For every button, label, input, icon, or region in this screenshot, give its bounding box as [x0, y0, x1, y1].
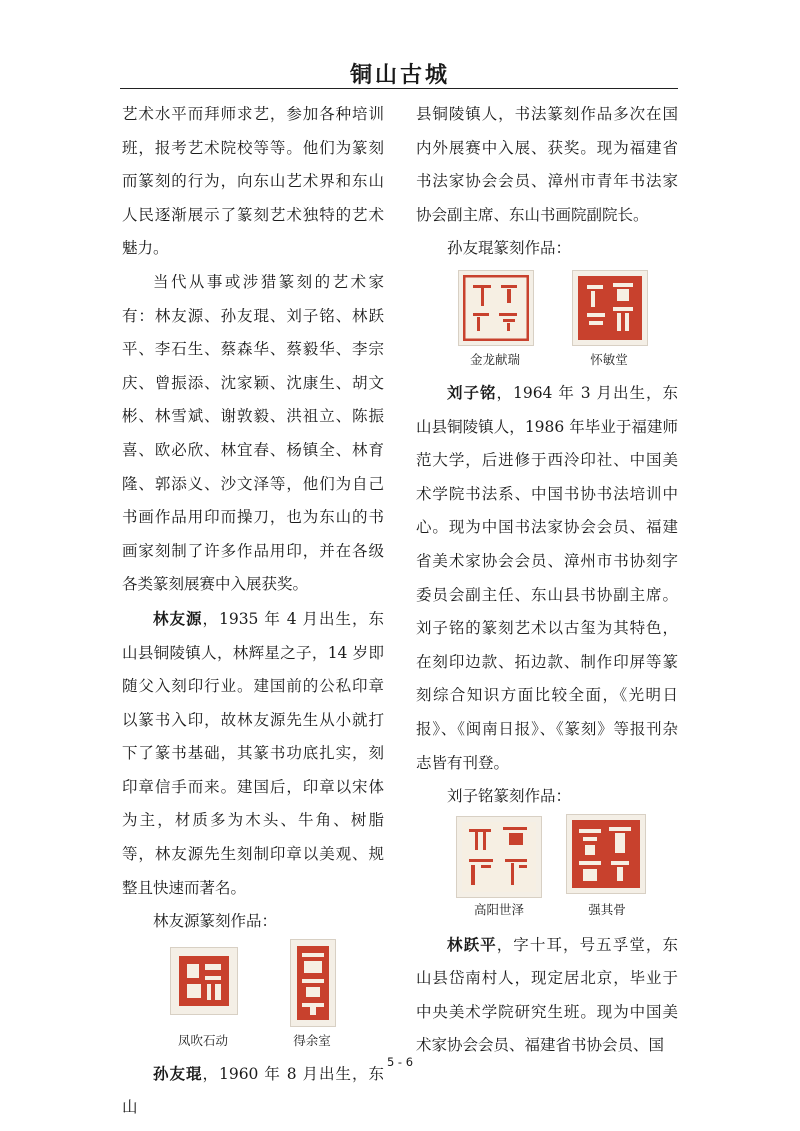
seal-label-5: 高阳世泽 [473, 901, 524, 917]
right-seal-caption-1: 孙友琨篆刻作品： [447, 239, 572, 258]
seal-image-1 [170, 947, 238, 1015]
page-header-title: 铜山古城 [349, 62, 450, 88]
left-seal-images [122, 939, 384, 1057]
artist-name-lin-yueping: 林跃平 [447, 934, 497, 954]
right-column [416, 98, 678, 1063]
page-number: 5 - 6 [386, 1055, 414, 1069]
right-paragraph-3 [416, 928, 678, 1063]
right-seal-images-2 [416, 814, 678, 928]
left-paragraph-3-text: ，1935 年 4 月出生，东山县铜陵镇人，林辉星之子，14 岁即随父入刻印行业。建国前的公私印章以篆书入印，故林友源先生从小就打下了篆书基础，其篆书功底扎实，刻印章信手而来。建国后，印章以宋体为主，材质多为木头、牛角、树脂等，林友源先生刻制印章以美观、规整且快速而著名。 [122, 609, 384, 897]
right-paragraph-2-text: ，1964 年 3 月出生，东山县铜陵镇人，1986 年毕业于福建师范大学，后进修于西泠印社、中国美术学院书法系、中国书协书法培训中心。现为中国书法家协会会员、福建省美术家协会会员、漳州市书协刻字委员会副主任、东山县书协副主席。刘子铭的篆刻艺术以古玺为其特色，在刻印边款、拓边款、制作印屏等篆刻综合知识方面比较全面，《光明日报》、《闽南日报》、《篆刻》等报刊杂志皆有刊登。 [416, 383, 678, 772]
seal-image-3 [458, 270, 534, 346]
left-paragraph-2: 当代从事或涉猎篆刻的艺术家有：林友源、孙友琨、刘子铭、林跃平、李石生、蔡森华、蔡毅华、李宗庆、曾振添、沈家颖、沈康生、胡文彬、林雪斌、谢敦毅、洪祖立、陈振喜、欧必欣、林宜春、杨镇全、林育隆、郭添义、沙文泽等，他们为自己书画作品用印而操刀，也为东山的书画家刻制了许多作品用印，并在各级各类篆刻展赛中入展获奖。 [122, 272, 384, 594]
seal-label-6: 强其骨 [588, 901, 626, 917]
left-paragraph-4-text: ，1960 年 8 月出生，东山 [122, 1064, 384, 1117]
right-seal-images-1 [416, 266, 678, 376]
left-seal-caption: 林友源篆刻作品： [153, 912, 278, 931]
seal-image-5 [456, 816, 542, 898]
seal-label-3: 金龙献瑞 [469, 351, 520, 367]
artist-name-liu-ziming: 刘子铭 [447, 382, 497, 402]
seal-image-4 [572, 270, 648, 346]
seal-label-1: 凤吹石动 [177, 1032, 228, 1048]
seal-image-2 [290, 939, 336, 1027]
left-column [122, 98, 384, 1125]
seal-label-4: 怀敏堂 [590, 351, 628, 367]
right-seal-caption-2: 刘子铭篆刻作品： [447, 787, 572, 806]
header-divider [120, 88, 678, 89]
artist-name-sun-youkun: 孙友琨 [153, 1063, 203, 1083]
seal-label-2: 得余室 [293, 1032, 331, 1048]
right-paragraph-2 [416, 376, 678, 780]
right-paragraph-3-text: ，字十耳，号五孚堂，东山县岱南村人，现定居北京，毕业于中央美术学院研究生班。现为中国美术家协会会员、福建省书协会员、国 [416, 935, 678, 1055]
artist-name-lin-youyuan: 林友源 [153, 608, 203, 628]
right-paragraph-1: 县铜陵镇人，书法篆刻作品多次在国内外展赛中入展、获奖。现为福建省书法家协会会员、漳州市青年书法家协会副主席、东山书画院副院长。 [416, 105, 678, 224]
seal-image-6 [566, 814, 646, 894]
left-paragraph-3 [122, 602, 384, 905]
left-paragraph-1: 艺术水平而拜师求艺，参加各种培训班，报考艺术院校等等。他们为篆刻而篆刻的行为，向东山艺术界和东山人民逐渐展示了篆刻艺术独特的艺术魅力。 [122, 105, 384, 258]
